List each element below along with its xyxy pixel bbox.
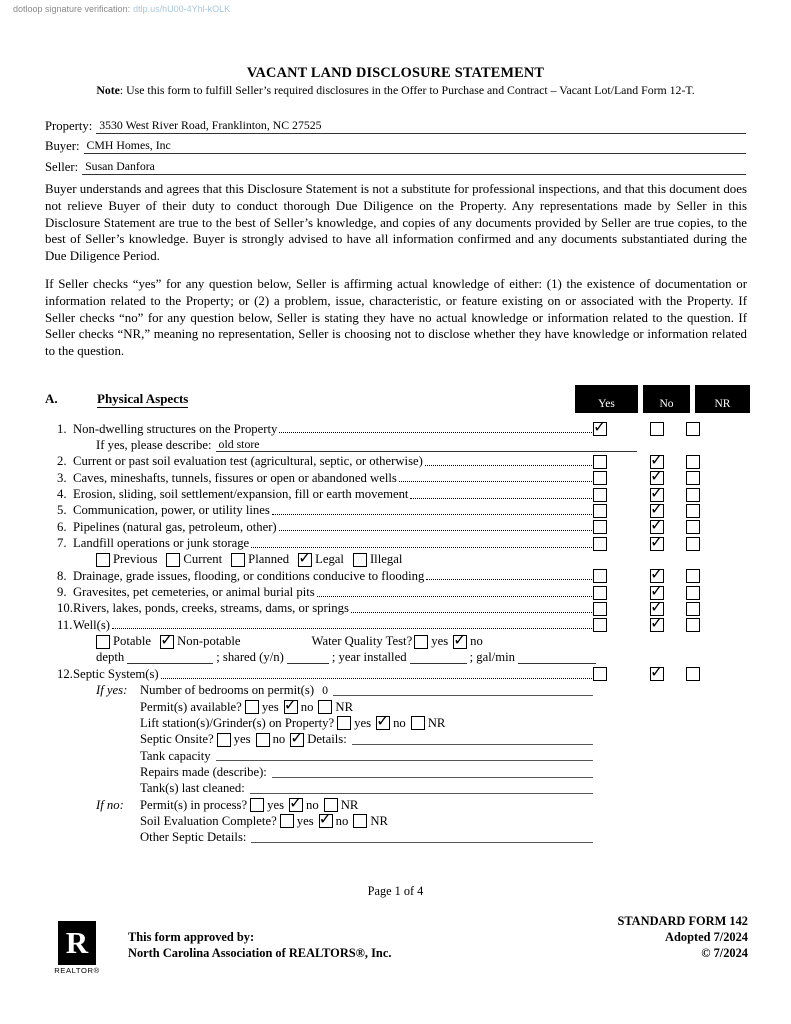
item-number: 2. [57, 454, 67, 469]
septic-in-process-row [96, 797, 755, 813]
in-process-yes-checkbox[interactable] [250, 798, 264, 812]
planned-checkbox[interactable] [231, 553, 245, 567]
no-checkbox[interactable] [650, 667, 664, 681]
property-label: Property: [45, 118, 93, 133]
checklist-item-11 [45, 617, 755, 633]
yes-checkbox[interactable] [593, 618, 607, 632]
checklist-item-9 [45, 584, 755, 600]
depth-field[interactable] [127, 651, 213, 664]
onsite-yes-checkbox[interactable] [217, 733, 231, 747]
form-reference-block [617, 913, 748, 962]
page-number: Page 1 of 4 [367, 884, 424, 898]
no-label: no [306, 797, 319, 812]
item-number: 7. [57, 536, 67, 551]
details-field[interactable] [352, 744, 593, 745]
septic-onsite-row [96, 732, 755, 748]
yes-column-header: Yes [575, 385, 638, 413]
nr-checkbox[interactable] [686, 586, 700, 600]
buyer-field[interactable] [84, 138, 746, 154]
yes-label: yes [267, 797, 285, 812]
nr-label: NR [427, 715, 446, 730]
checklist-item-4 [45, 486, 755, 502]
nr-checkbox[interactable] [686, 667, 700, 681]
item-text: Pipelines (natural gas, petroleum, other) [73, 519, 277, 534]
lift-station-label: Lift station(s)/Grinder(s) on Property? [140, 715, 335, 730]
dotted-leader [317, 596, 592, 597]
shared-field[interactable] [287, 651, 329, 664]
dotted-leader [272, 514, 592, 515]
checklist-item-2 [45, 454, 755, 470]
checklist-item-6 [45, 519, 755, 535]
item-text: Rivers, lakes, ponds, creeks, streams, dams, or springs [73, 601, 349, 616]
yes-checkbox[interactable] [593, 537, 607, 551]
no-label: no [272, 732, 286, 747]
lift-nr-checkbox[interactable] [411, 716, 425, 730]
dotted-leader [425, 465, 592, 466]
describe-value: old store [218, 436, 260, 451]
property-value: 3530 West River Road, Franklinton, NC 27525 [99, 117, 322, 132]
item-number: 9. [57, 585, 67, 600]
checklist-item-5 [45, 503, 755, 519]
form-number: STANDARD FORM 142 [617, 914, 748, 928]
buyer-row [45, 134, 746, 155]
in-process-no-checkbox[interactable] [289, 798, 303, 812]
water-quality-test-label: Water Quality Test? [311, 634, 413, 649]
yes-label: yes [431, 634, 449, 649]
wqt-no-checkbox[interactable] [453, 635, 467, 649]
section-a-heading [45, 391, 188, 407]
yes-label: yes [233, 732, 251, 747]
potable-label: Potable [113, 634, 152, 649]
other-septic-field[interactable] [251, 842, 593, 843]
septic-permits-row [96, 699, 755, 715]
page-title: VACANT LAND DISCLOSURE STATEMENT [246, 65, 545, 81]
no-label: no [335, 813, 349, 828]
yes-checkbox[interactable] [593, 504, 607, 518]
current-checkbox[interactable] [166, 553, 180, 567]
permits-no-checkbox[interactable] [284, 700, 298, 714]
bedrooms-field[interactable] [333, 695, 593, 696]
item-number: 11. [57, 617, 73, 632]
form-adopted: Adopted 7/2024 [665, 930, 748, 945]
checklist-item-12 [45, 666, 755, 682]
potable-checkbox[interactable] [96, 635, 110, 649]
approved-line-1: This form approved by: [128, 930, 255, 944]
checklist-item-1 [45, 421, 755, 437]
no-label: no [300, 699, 314, 714]
checklist-item-7 [45, 535, 755, 551]
item-number: 4. [57, 487, 67, 502]
tank-cleaned-label: Tank(s) last cleaned: [140, 781, 245, 796]
item-number: 3. [57, 470, 67, 485]
nr-checkbox[interactable] [686, 520, 700, 534]
no-checkbox[interactable] [650, 422, 664, 436]
buyer-label: Buyer: [45, 139, 80, 153]
describe-label: If yes, please describe: [96, 438, 212, 453]
item-text: Gravesites, pet cemeteries, or animal burial pits [73, 585, 315, 600]
checklist-item-3 [45, 470, 755, 486]
yes-label: yes [296, 813, 314, 828]
septic-lift-row [96, 715, 755, 731]
lift-no-checkbox[interactable] [376, 716, 390, 730]
septic-bedrooms-row [96, 683, 755, 699]
non-potable-label: Non-potable [177, 634, 241, 649]
previous-label: Previous [113, 552, 158, 567]
legal-checkbox[interactable] [298, 553, 312, 567]
repairs-field[interactable] [272, 777, 593, 778]
nr-label: NR [370, 813, 388, 828]
item-text: Current or past soil evaluation test (agricultural, septic, or otherwise) [73, 454, 423, 469]
item-text: Communication, power, or utility lines [73, 503, 270, 518]
nr-column-header: NR [695, 385, 750, 413]
gal-min-label: ; gal/min [469, 650, 516, 665]
section-letter: A. [45, 391, 58, 406]
seller-field[interactable] [82, 159, 746, 175]
property-field[interactable] [96, 118, 746, 134]
property-row [45, 113, 746, 134]
realtor-logo-caption: REALTOR® [54, 966, 100, 975]
permits-yes-checkbox[interactable] [245, 700, 259, 714]
verification-bar [13, 4, 230, 14]
septic-tank-capacity-row [96, 748, 755, 764]
planned-label: Planned [248, 552, 290, 567]
yes-label: yes [354, 715, 372, 730]
nr-checkbox[interactable] [686, 455, 700, 469]
dotted-leader [351, 612, 592, 613]
seller-row [45, 154, 746, 175]
nr-checkbox[interactable] [686, 471, 700, 485]
soil-eval-yes-checkbox[interactable] [280, 814, 294, 828]
soil-eval-nr-checkbox[interactable] [353, 814, 367, 828]
item-number: 6. [57, 519, 67, 534]
onsite-no-checkbox[interactable] [256, 733, 270, 747]
dotted-leader [426, 579, 592, 580]
item-number: 1. [57, 421, 67, 436]
dotted-leader [112, 628, 592, 629]
nr-label: NR [340, 797, 359, 812]
yes-checkbox[interactable] [593, 471, 607, 485]
if-no-label: If no: [96, 797, 124, 812]
yes-checkbox[interactable] [593, 422, 607, 436]
tank-capacity-label: Tank capacity [140, 748, 211, 763]
illegal-checkbox[interactable] [353, 553, 367, 567]
nr-label: NR [335, 699, 354, 714]
item-text: Non-dwelling structures on the Property [73, 421, 278, 436]
disclosure-paragraph-2: If Seller checks “yes” for any question below, Seller is affirming actual knowledge of either: (1) the existence of documentation or information related to the Property; or (2) a problem, issue, characteristic, or feature existing on or associated with the Property. If Seller checks “no” for any question below, Seller is stating they have no actual knowledge or information related to the question. If Seller checks “NR,” meaning no representation, Seller is choosing not to disclose whether they have knowledge or information related to the question. [45, 277, 747, 359]
permits-available-label: Permit(s) available? [140, 699, 242, 714]
yes-checkbox[interactable] [593, 488, 607, 502]
no-checkbox[interactable] [650, 537, 664, 551]
no-label: no [470, 634, 483, 649]
yes-checkbox[interactable] [593, 455, 607, 469]
bedrooms-label: Number of bedrooms on permit(s) [140, 683, 315, 698]
permits-in-process-label: Permit(s) in process? [140, 797, 248, 812]
soil-eval-label: Soil Evaluation Complete? [140, 813, 277, 828]
item-number: 12. [57, 666, 73, 681]
item-number: 8. [57, 568, 67, 583]
realtor-logo-letter: R [65, 925, 89, 960]
septic-cleaned-row [96, 781, 755, 797]
approved-line-2: North Carolina Association of REALTORS®, Inc. [128, 946, 392, 961]
shared-label: ; shared (y/n) [216, 650, 284, 665]
answer-column-headers [575, 385, 750, 413]
form-copyright: © 7/2024 [701, 946, 748, 961]
verification-link[interactable]: dtlp.us/hU00-4Yhl-kOLK [133, 4, 231, 14]
yes-checkbox[interactable] [593, 586, 607, 600]
details-label: Details: [307, 732, 347, 747]
note-text: : Use this form to fulfill Seller’s required disclosures in the Offer to Purchase and Contract – Vacant Lot/Land Form 12-T. [119, 83, 695, 97]
buyer-value: CMH Homes, Inc [86, 138, 171, 152]
no-checkbox[interactable] [650, 618, 664, 632]
bedrooms-value: 0 [322, 683, 328, 698]
year-installed-label: ; year installed [331, 650, 407, 665]
section-title: Physical Aspects [97, 391, 189, 406]
item-text: Erosion, sliding, soil settlement/expansion, fill or earth movement [73, 487, 409, 502]
no-column-header: No [643, 385, 690, 413]
realtor-logo [54, 921, 100, 975]
dotted-leader [279, 530, 592, 531]
repairs-label: Repairs made (describe): [140, 764, 267, 779]
realtor-logo-icon [58, 921, 96, 965]
gal-min-field[interactable] [518, 651, 596, 664]
well-type-row [96, 633, 755, 649]
nr-checkbox[interactable] [686, 569, 700, 583]
nr-checkbox[interactable] [686, 422, 700, 436]
yes-checkbox[interactable] [593, 520, 607, 534]
item-text: Septic System(s) [73, 666, 159, 681]
nr-checkbox[interactable] [686, 488, 700, 502]
permits-nr-checkbox[interactable] [318, 700, 332, 714]
previous-checkbox[interactable] [96, 553, 110, 567]
checklist-item-8 [45, 568, 755, 584]
document-note [0, 83, 791, 98]
septic-onsite-label: Septic Onsite? [140, 732, 214, 747]
describe-field[interactable] [216, 438, 637, 452]
dotted-leader [279, 432, 592, 433]
seller-label: Seller: [45, 159, 79, 174]
no-label: no [393, 715, 406, 730]
physical-aspects-checklist [45, 421, 755, 846]
disclosure-paragraph-1: Buyer understands and agrees that this Disclosure Statement is not a substitute for professional inspections, and that this document does not relieve Buyer of their duty to conduct thorough Due Diligence on the Property. Any representations made by Seller in this Disclosure Statement are true to the best of Seller’s knowledge, and copies of any documents provided by Seller are true copies, to the best of Seller’s knowledge. Buyer is strongly advised to have all information confirmed and any documents substantiated during the Due Diligence Period. [45, 182, 747, 264]
wqt-yes-checkbox[interactable] [414, 635, 428, 649]
yes-label: yes [261, 699, 279, 714]
non-potable-checkbox[interactable] [160, 635, 174, 649]
septic-repairs-row [96, 764, 755, 780]
legal-label: Legal [315, 552, 344, 567]
yes-checkbox[interactable] [593, 667, 607, 681]
nr-checkbox[interactable] [686, 537, 700, 551]
item-text: Landfill operations or junk storage [73, 536, 250, 551]
tank-capacity-field[interactable] [216, 760, 593, 761]
checklist-item-10 [45, 601, 755, 617]
nr-checkbox[interactable] [686, 602, 700, 616]
item-text: Well(s) [73, 617, 111, 632]
item-text: Drainage, grade issues, flooding, or conditions conducive to flooding [73, 568, 425, 583]
seller-value: Susan Danfora [85, 158, 155, 173]
item-text: Caves, mineshafts, tunnels, fissures or open or abandoned wells [73, 470, 397, 485]
dotted-leader [399, 481, 592, 482]
if-yes-label: If yes: [96, 683, 128, 698]
dotted-leader [161, 678, 592, 679]
yes-checkbox[interactable] [593, 569, 607, 583]
dotted-leader [410, 498, 592, 499]
nr-checkbox[interactable] [686, 618, 700, 632]
yes-checkbox[interactable] [593, 602, 607, 616]
soil-eval-no-checkbox[interactable] [319, 814, 333, 828]
current-label: Current [183, 552, 223, 567]
other-septic-label: Other Septic Details: [140, 830, 247, 845]
year-installed-field[interactable] [410, 651, 467, 664]
parties-block [45, 113, 746, 175]
item-number: 10. [57, 601, 73, 616]
onsite-details-checkbox[interactable] [290, 733, 304, 747]
septic-soil-eval-row [96, 813, 755, 829]
nr-checkbox[interactable] [686, 504, 700, 518]
verification-label: dotloop signature verification: [13, 4, 131, 14]
lift-yes-checkbox[interactable] [337, 716, 351, 730]
septic-other-row [96, 830, 755, 846]
note-label: Note [96, 83, 120, 97]
depth-label: depth [96, 650, 125, 665]
illegal-label: Illegal [369, 552, 403, 567]
approval-block [128, 929, 391, 961]
item-number: 5. [57, 503, 67, 518]
